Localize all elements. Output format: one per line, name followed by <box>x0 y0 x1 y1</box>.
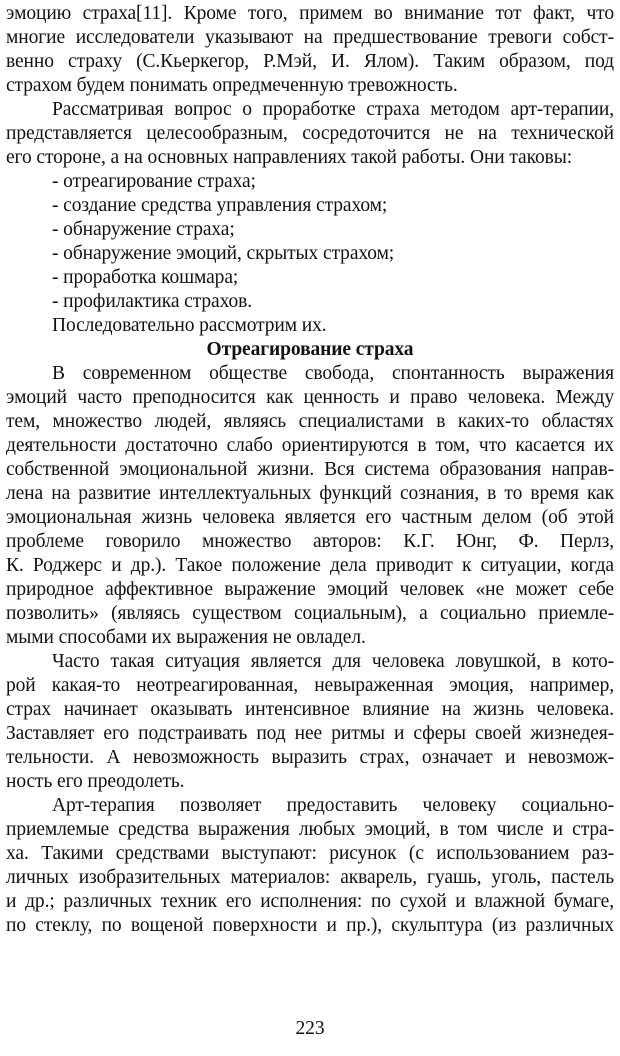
text-line: позволить» (являясь существом социальным), а социально приемле- <box>6 603 614 624</box>
section-heading: Отреагирование страха <box>206 339 414 360</box>
text-line: приемлемые средства выражения любых эмоций, в том числе и стра- <box>6 819 614 840</box>
text-line: В современном обществе свобода, спонтанность выражения <box>52 363 614 384</box>
text-line: К. Роджерс и др.). Такое положение дела приводит к ситуации, когда <box>6 555 614 576</box>
page-number: 223 <box>295 1018 325 1039</box>
text-line: ность его преодолеть. <box>6 771 185 792</box>
text-line: его стороне, а на основных направлениях такой работы. Они таковы: <box>6 147 573 168</box>
list-item: - обнаружение страха; <box>52 219 235 240</box>
text-line: тем, множество людей, являясь специалистами в каких-то областях <box>6 411 614 432</box>
text-line: многие исследователи указывают на предшествование тревоги собст- <box>6 27 614 48</box>
list-item: - профилактика страхов. <box>52 291 253 312</box>
text-line: по стеклу, по вощеной поверхности и пр.), скульптура (из различных <box>6 915 614 936</box>
text-line: тельности. А невозможность выразить страх, означает и невозмож- <box>6 747 614 768</box>
text-line: Часто такая ситуация является для человека ловушкой, в кото- <box>52 651 614 672</box>
text-line: Заставляет его подстраивать под нее ритмы и сферы своей жизнедея- <box>6 723 614 744</box>
text-line: природное аффективное выражение эмоций человек «не может себе <box>6 579 614 600</box>
text-line: Последовательно рассмотрим их. <box>52 315 327 336</box>
text-line: и др.; различных техник его исполнения: по сухой и влажной бумаге, <box>6 891 614 912</box>
text-line: личных изобразительных материалов: акварель, гуашь, уголь, пастель <box>6 867 614 888</box>
text-line: Арт-терапия позволяет предоставить человеку социально- <box>52 795 614 816</box>
list-item: - проработка кошмара; <box>52 267 239 288</box>
text-line: страх начинает оказывать интенсивное влияние на жизнь человека. <box>6 699 614 720</box>
text-line: лена на развитие интеллектуальных функций сознания, в то время как <box>6 483 614 504</box>
text-line: проблеме говорило множество авторов: К.Г. Юнг, Ф. Перлз, <box>6 531 614 552</box>
list-item: - отреагирование страха; <box>52 171 256 192</box>
text-line: рой какая-то неотреагированная, невыраженная эмоция, например, <box>6 675 614 696</box>
text-line: представляется целесообразным, сосредоточится не на технической <box>6 123 614 144</box>
text-line: Рассматривая вопрос о проработке страха методом арт-терапии, <box>52 99 614 120</box>
text-line: венно страху (С.Кьеркегор, Р.Мэй, И. Ялом). Таким образом, под <box>6 51 614 72</box>
text-line: собственной эмоциональной жизни. Вся система образования направ- <box>6 459 614 480</box>
list-item: - обнаружение эмоций, скрытых страхом; <box>52 243 395 264</box>
text-line: эмоций часто преподносится как ценность и право человека. Между <box>6 387 614 408</box>
text-line: деятельности достаточно слабо ориентируются в том, что касается их <box>6 435 614 456</box>
text-line: страхом будем понимать опредмеченную тревожность. <box>6 75 458 96</box>
text-line: мыми способами их выражения не овладел. <box>6 627 366 648</box>
text-line: ха. Такими средствами выступают: рисунок (с использованием раз- <box>6 843 614 864</box>
text-line: эмоцию страха[11]. Кроме того, примем во внимание тот факт, что <box>6 3 614 24</box>
text-line: эмоциональная жизнь человека является его частным делом (об этой <box>6 507 614 528</box>
list-item: - создание средства управления страхом; <box>52 195 388 216</box>
